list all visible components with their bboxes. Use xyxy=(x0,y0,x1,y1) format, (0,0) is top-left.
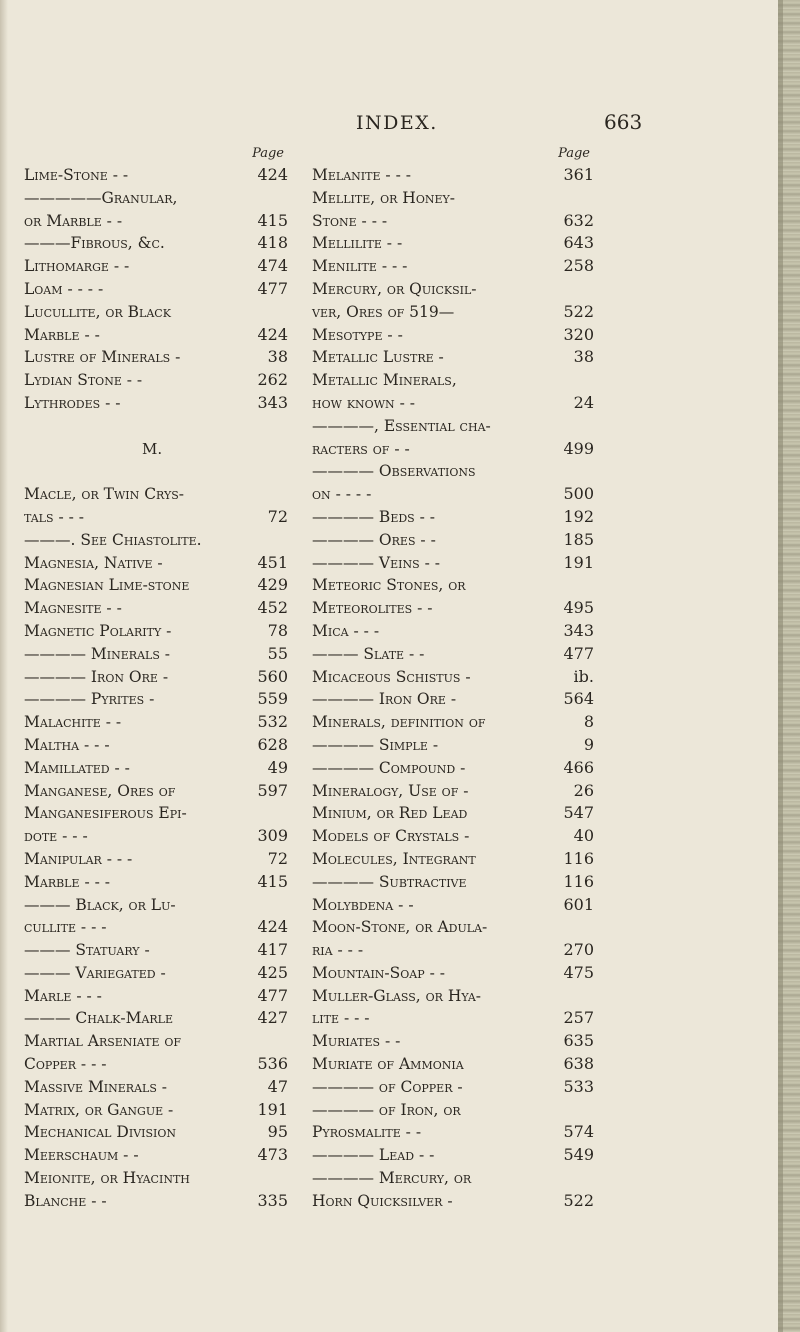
index-entry-list xyxy=(24,164,288,1213)
entry-page-number: 257 xyxy=(563,1008,594,1028)
index-entry xyxy=(312,1030,594,1053)
entry-term: Mesotype - - xyxy=(312,325,403,344)
index-entry xyxy=(312,1121,594,1144)
entry-term: Mica - - - xyxy=(312,621,380,640)
index-entry xyxy=(24,1076,288,1099)
index-entry xyxy=(312,438,594,461)
index-entry xyxy=(312,369,594,392)
entry-page-number: 536 xyxy=(257,1054,288,1074)
entry-term: Lustre of Minerals - xyxy=(24,348,181,367)
index-entry xyxy=(24,164,288,187)
index-entry xyxy=(24,916,288,939)
index-entry xyxy=(24,597,288,620)
index-entry xyxy=(24,1030,288,1053)
entry-page-number: 533 xyxy=(563,1076,594,1096)
index-entry xyxy=(312,574,594,597)
entry-term: Marble - - - xyxy=(24,872,111,891)
entry-term: ——— Slate - - xyxy=(312,644,425,663)
entry-page-number: 424 xyxy=(257,165,288,184)
entry-term: Mellilite - - xyxy=(312,234,403,253)
index-entry xyxy=(312,506,594,529)
index-entry xyxy=(24,1121,288,1144)
index-entry xyxy=(24,506,288,529)
entry-page-number: 361 xyxy=(563,165,594,184)
entry-term: Minerals, definition of xyxy=(312,713,486,732)
index-entry xyxy=(312,278,594,301)
entry-term: Manganese, Ores of xyxy=(24,781,176,800)
entry-term: Mechanical Division xyxy=(24,1123,177,1142)
entry-term: Lydian Stone - - xyxy=(24,371,143,390)
index-entry xyxy=(312,392,594,415)
entry-page-number: 532 xyxy=(257,712,288,732)
entry-term: ———— Pyrites - xyxy=(24,690,155,709)
entry-page-number: 417 xyxy=(257,940,288,960)
index-entry xyxy=(24,1007,288,1030)
entry-page-number: 38 xyxy=(573,347,594,367)
entry-page-number: 49 xyxy=(267,757,288,777)
index-entry xyxy=(312,825,594,848)
entry-term: lite - - - xyxy=(312,1009,370,1028)
entry-page-number: 320 xyxy=(563,324,594,344)
entry-term: Lucullite, or Black xyxy=(24,302,171,321)
entry-page-number: 40 xyxy=(573,826,594,846)
index-entry xyxy=(24,529,288,552)
entry-page-number: 343 xyxy=(257,392,288,412)
entry-term: M. xyxy=(142,439,163,458)
entry-page-number: 191 xyxy=(257,1099,288,1119)
page-column-label: Page xyxy=(558,146,590,161)
entry-term: ————, Essential cha- xyxy=(312,416,491,435)
page-column-label: Page xyxy=(252,146,284,161)
index-entry xyxy=(24,438,288,461)
index-entry xyxy=(312,210,594,233)
index-entry xyxy=(312,916,594,939)
index-entry xyxy=(312,734,594,757)
entry-page-number: 9 xyxy=(583,734,594,754)
entry-page-number: 47 xyxy=(267,1076,288,1096)
entry-term: Stone - - - xyxy=(312,211,388,230)
index-entry xyxy=(24,620,288,643)
index-entry xyxy=(24,1144,288,1167)
entry-page-number: 473 xyxy=(257,1145,288,1165)
entry-term: Mellite, or Honey- xyxy=(312,188,455,207)
entry-term: dote - - - xyxy=(24,827,88,846)
entry-page-number: 72 xyxy=(267,506,288,526)
entry-term: ———— Beds - - xyxy=(312,507,436,526)
entry-term: Minium, or Red Lead xyxy=(312,804,468,823)
entry-page-number: 466 xyxy=(563,757,594,777)
entry-term: ———— Ores - - xyxy=(312,530,436,549)
entry-page-number: 495 xyxy=(563,598,594,618)
entry-term: Melanite - - - xyxy=(312,166,411,184)
entry-page-number: 309 xyxy=(257,826,288,846)
index-entry xyxy=(24,802,288,825)
entry-term: Pyrosmalite - - xyxy=(312,1123,422,1142)
entry-page-number: 335 xyxy=(257,1190,288,1210)
page-number: 663 xyxy=(604,110,643,134)
entry-term: Copper - - - xyxy=(24,1055,107,1074)
index-entry xyxy=(312,757,594,780)
entry-term: ———— Lead - - xyxy=(312,1146,435,1165)
index-column-right xyxy=(312,144,594,1213)
entry-page-number: 635 xyxy=(563,1031,594,1051)
index-entry xyxy=(24,483,288,506)
entry-page-number: 429 xyxy=(257,575,288,595)
index-entry xyxy=(24,757,288,780)
index-entry xyxy=(312,802,594,825)
entry-page-number: 643 xyxy=(563,233,594,253)
entry-term: Macle, or Twin Crys- xyxy=(24,485,185,504)
index-entry xyxy=(24,301,288,324)
entry-page-number: 424 xyxy=(257,324,288,344)
entry-term: ———— Veins - - xyxy=(312,553,440,572)
entry-page-number: 601 xyxy=(563,894,594,914)
entry-page-number: 343 xyxy=(563,620,594,640)
entry-page-number: 522 xyxy=(563,1190,594,1210)
entry-page-number: 547 xyxy=(563,803,594,823)
entry-term: Magnesia, Native - xyxy=(24,553,163,572)
index-entry xyxy=(312,1007,594,1030)
entry-page-number: 597 xyxy=(257,780,288,800)
index-entry xyxy=(24,962,288,985)
entry-term: Horn Quicksilver - xyxy=(312,1191,453,1210)
entry-term: Muriates - - xyxy=(312,1032,401,1051)
index-entry xyxy=(24,825,288,848)
entry-term: Menilite - - - xyxy=(312,257,408,276)
index-entry xyxy=(312,164,594,187)
index-entry xyxy=(312,711,594,734)
entry-term: Magnesite - - xyxy=(24,599,122,618)
entry-page-number: 185 xyxy=(563,529,594,549)
index-entry xyxy=(24,1190,288,1213)
entry-term: ———Fibrous, &c. xyxy=(24,234,165,253)
index-entry xyxy=(24,1167,288,1190)
index-entry xyxy=(24,232,288,255)
index-entry xyxy=(24,324,288,347)
entry-page-number: 477 xyxy=(257,278,288,298)
entry-page-number: 95 xyxy=(267,1122,288,1142)
index-entry xyxy=(24,278,288,301)
entry-term: Lithomarge - - xyxy=(24,257,130,276)
index-entry xyxy=(312,985,594,1008)
entry-page-number: 270 xyxy=(563,940,594,960)
entry-term: —————Granular, xyxy=(24,188,178,207)
entry-page-number: 78 xyxy=(267,620,288,640)
entry-term: ———— Observations xyxy=(312,462,476,481)
index-entry xyxy=(24,643,288,666)
entry-page-number: 451 xyxy=(257,552,288,572)
entry-page-number: 522 xyxy=(563,301,594,321)
entry-term: ———— Minerals - xyxy=(24,644,171,663)
index-entry xyxy=(24,985,288,1008)
index-entry xyxy=(24,392,288,415)
entry-term: ———— Subtractive xyxy=(312,872,467,891)
entry-page-number: 549 xyxy=(563,1145,594,1165)
index-entry xyxy=(312,962,594,985)
entry-term: Loam - - - - xyxy=(24,279,104,298)
index-entry-list xyxy=(312,164,594,1213)
entry-term: Massive Minerals - xyxy=(24,1077,168,1096)
entry-term: Muller-Glass, or Hya- xyxy=(312,986,481,1005)
index-entry xyxy=(24,369,288,392)
entry-page-number: 116 xyxy=(563,871,594,891)
entry-page-number: 475 xyxy=(563,962,594,982)
entry-page-number: 452 xyxy=(257,598,288,618)
index-entry xyxy=(24,346,288,369)
entry-page-number: 26 xyxy=(573,780,594,800)
entry-page-number: 415 xyxy=(257,871,288,891)
entry-term: how known - - xyxy=(312,393,415,412)
index-entry xyxy=(312,1076,594,1099)
index-entry xyxy=(312,301,594,324)
index-entry xyxy=(312,597,594,620)
entry-page-number: 24 xyxy=(573,392,594,412)
entry-term: ———— Simple - xyxy=(312,735,439,754)
index-entry xyxy=(24,939,288,962)
entry-term: on - - - - xyxy=(312,485,372,504)
index-entry xyxy=(312,894,594,917)
entry-term: ———— of Copper - xyxy=(312,1077,463,1096)
entry-term: Mamillated - - xyxy=(24,758,130,777)
page-left-edge xyxy=(0,0,8,1332)
entry-term: ———— of Iron, or xyxy=(312,1100,461,1119)
entry-term: Micaceous Schistus - xyxy=(312,667,471,686)
entry-term: ——— Statuary - xyxy=(24,941,150,960)
entry-page-number: 499 xyxy=(563,438,594,458)
index-entry xyxy=(24,415,288,438)
entry-term: ——— Chalk-Marle xyxy=(24,1009,174,1028)
entry-page-number: 72 xyxy=(267,848,288,868)
entry-term: Meerschaum - - xyxy=(24,1146,139,1165)
entry-term: Mineralogy, Use of - xyxy=(312,781,469,800)
index-entry xyxy=(24,734,288,757)
entry-term: Lime-Stone - - xyxy=(24,166,129,184)
index-entry xyxy=(312,346,594,369)
index-entry xyxy=(24,1099,288,1122)
index-entry xyxy=(312,1144,594,1167)
index-entry xyxy=(312,643,594,666)
entry-term: Models of Crystals - xyxy=(312,827,470,846)
entry-page-number: 191 xyxy=(563,552,594,572)
entry-page-number: 559 xyxy=(257,689,288,709)
index-entry xyxy=(24,574,288,597)
index-entry xyxy=(312,255,594,278)
entry-page-number: 474 xyxy=(257,256,288,276)
entry-page-number: 564 xyxy=(563,689,594,709)
index-entry xyxy=(24,210,288,233)
index-entry xyxy=(312,232,594,255)
entry-term: Metallic Minerals, xyxy=(312,371,457,390)
entry-term: Muriate of Ammonia xyxy=(312,1055,464,1074)
entry-page-number: 628 xyxy=(257,734,288,754)
book-fore-edge xyxy=(778,0,800,1332)
index-entry xyxy=(312,187,594,210)
entry-term: ———— Compound - xyxy=(312,758,466,777)
entry-term: tals - - - xyxy=(24,507,85,526)
entry-page-number: 632 xyxy=(563,210,594,230)
entry-term: Molecules, Integrant xyxy=(312,849,476,868)
index-entry xyxy=(312,552,594,575)
entry-term: Meteoric Stones, or xyxy=(312,576,466,595)
entry-term: Matrix, or Gangue - xyxy=(24,1100,174,1119)
entry-page-number: 424 xyxy=(257,917,288,937)
entry-page-number: 55 xyxy=(267,643,288,663)
index-entry xyxy=(312,848,594,871)
entry-page-number: 560 xyxy=(257,666,288,686)
index-entry xyxy=(24,894,288,917)
index-entry xyxy=(24,711,288,734)
index-entry xyxy=(312,780,594,803)
entry-page-number: 638 xyxy=(563,1054,594,1074)
entry-term: Blanche - - xyxy=(24,1191,107,1210)
entry-term: Lythrodes - - xyxy=(24,393,121,412)
entry-term: ——— Black, or Lu- xyxy=(24,895,176,914)
index-entry xyxy=(24,460,288,483)
page-title: INDEX. xyxy=(356,112,438,134)
entry-term: Manipular - - - xyxy=(24,849,133,868)
index-entry xyxy=(312,871,594,894)
index-entry xyxy=(312,1053,594,1076)
index-entry xyxy=(24,255,288,278)
index-entry xyxy=(312,529,594,552)
index-entry xyxy=(312,483,594,506)
entry-term: Manganesiferous Epi- xyxy=(24,804,187,823)
entry-term: Meteorolites - - xyxy=(312,599,433,618)
entry-term: Meionite, or Hyacinth xyxy=(24,1169,190,1188)
entry-page-number: 116 xyxy=(563,848,594,868)
entry-term: Malachite - - xyxy=(24,713,122,732)
index-entry xyxy=(24,1053,288,1076)
entry-page-number: 262 xyxy=(257,370,288,390)
entry-term: Moon-Stone, or Adula- xyxy=(312,918,488,937)
entry-term: Marle - - - xyxy=(24,986,102,1005)
entry-page-number: 8 xyxy=(583,712,594,732)
entry-term: racters of - - xyxy=(312,439,410,458)
entry-page-number: 500 xyxy=(563,484,594,504)
index-entry xyxy=(312,460,594,483)
index-entry xyxy=(24,688,288,711)
entry-term: Molybdena - - xyxy=(312,895,414,914)
entry-term: Metallic Lustre - xyxy=(312,348,444,367)
index-entry xyxy=(312,939,594,962)
entry-term: or Marble - - xyxy=(24,211,123,230)
index-entry xyxy=(312,666,594,689)
entry-term: ———. See Chiastolite. xyxy=(24,530,202,549)
entry-page-number: 477 xyxy=(563,643,594,663)
entry-term: ———— Iron Ore - xyxy=(312,690,457,709)
entry-term: ria - - - xyxy=(312,941,364,960)
index-entry xyxy=(24,552,288,575)
index-column-left xyxy=(24,144,288,1213)
index-entry xyxy=(24,848,288,871)
index-entry xyxy=(24,780,288,803)
entry-term: ver, Ores of 519— xyxy=(312,302,455,321)
running-header xyxy=(0,112,778,138)
index-entry xyxy=(312,620,594,643)
entry-term: Maltha - - - xyxy=(24,735,110,754)
index-entry xyxy=(24,871,288,894)
index-entry xyxy=(24,187,288,210)
entry-term: Mountain-Soap - - xyxy=(312,963,445,982)
entry-term: Mercury, or Quicksil- xyxy=(312,279,477,298)
entry-term: Marble - - xyxy=(24,325,100,344)
entry-term: ———— Mercury, or xyxy=(312,1169,472,1188)
entry-page-number: 258 xyxy=(563,256,594,276)
entry-term: Magnetic Polarity - xyxy=(24,621,172,640)
index-entry xyxy=(312,1167,594,1190)
index-entry xyxy=(312,688,594,711)
entry-page-number: 574 xyxy=(563,1122,594,1142)
index-entry xyxy=(312,1099,594,1122)
entry-term: ———— Iron Ore - xyxy=(24,667,169,686)
entry-page-number: 477 xyxy=(257,985,288,1005)
entry-term: cullite - - - xyxy=(24,918,107,937)
index-entry xyxy=(312,415,594,438)
index-entry xyxy=(312,324,594,347)
entry-term: Martial Arseniate of xyxy=(24,1032,182,1051)
entry-page-number: 192 xyxy=(563,506,594,526)
entry-page-number: 38 xyxy=(267,347,288,367)
entry-page-number: 427 xyxy=(257,1008,288,1028)
entry-term: Magnesian Lime-stone xyxy=(24,576,190,595)
entry-page-number: 418 xyxy=(257,233,288,253)
entry-page-number: ib. xyxy=(573,666,594,686)
index-entry xyxy=(24,666,288,689)
entry-page-number: 415 xyxy=(257,210,288,230)
entry-term: ——— Variegated - xyxy=(24,963,166,982)
entry-page-number: 425 xyxy=(257,962,288,982)
index-entry xyxy=(312,1190,594,1213)
